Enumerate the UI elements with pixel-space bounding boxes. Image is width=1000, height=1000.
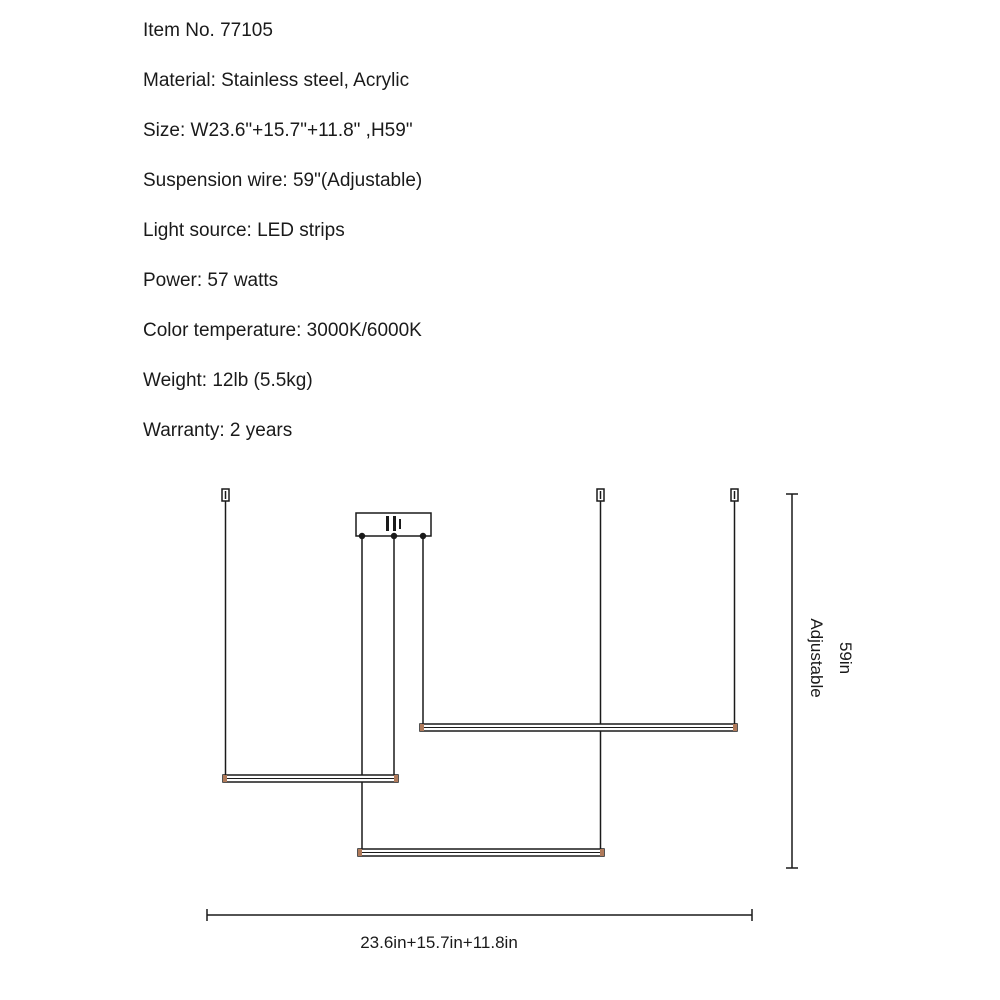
height-dimension-line	[786, 494, 798, 868]
spec-light-source: Light source: LED strips	[143, 220, 345, 241]
led-bar-upper	[420, 724, 737, 731]
width-dimension-label: 23.6in+15.7in+11.8in	[360, 933, 518, 952]
spec-power: Power: 57 watts	[143, 270, 279, 291]
spec-material: Material: Stainless steel, Acrylic	[143, 70, 410, 91]
spec-color-temperature: Color temperature: 3000K/6000K	[143, 320, 422, 341]
spec-suspension-wire: Suspension wire: 59"(Adjustable)	[143, 170, 423, 191]
height-dimension-label: 59in	[836, 641, 855, 675]
led-bar-lower	[358, 849, 604, 856]
ceiling-anchor-left	[222, 489, 229, 501]
spec-item-number: Item No. 77105	[143, 20, 273, 41]
width-dimension-line	[207, 909, 752, 921]
spec-warranty: Warranty: 2 years	[143, 420, 293, 441]
canopy-box	[356, 513, 431, 539]
led-bar-left	[223, 775, 398, 782]
spec-size: Size: W23.6"+15.7"+11.8" ,H59"	[143, 120, 413, 141]
spec-weight: Weight: 12lb (5.5kg)	[143, 370, 313, 391]
ceiling-anchor-mid	[597, 489, 604, 501]
ceiling-anchor-right	[731, 489, 738, 501]
height-adjustable-note: Adjustable	[807, 618, 826, 698]
